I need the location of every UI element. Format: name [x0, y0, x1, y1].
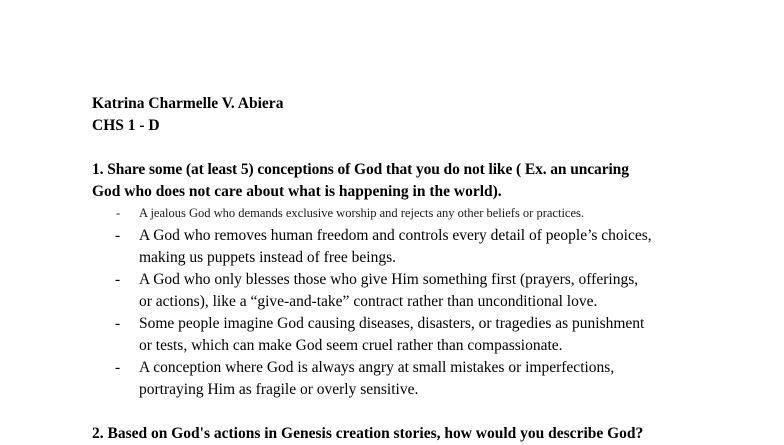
list-item: [92, 357, 732, 401]
question-1-line-1: 1. Share some (at least 5) conceptions of God that you do not like ( Ex. an uncaring: [92, 161, 629, 178]
spacer: [92, 137, 732, 159]
answer-list: [92, 203, 732, 401]
document-body: [92, 93, 732, 445]
question-2: 2. Based on God's actions in Genesis creation stories, how would you describe God?: [92, 425, 644, 442]
class-section: CHS 1 - D: [92, 117, 160, 134]
dash-marker: -: [115, 315, 121, 332]
list-item-text: Some people imagine God causing diseases, disasters, or tragedies as punishment: [139, 315, 645, 332]
list-item: [92, 313, 732, 357]
list-item-text: A conception where God is always angry at small mistakes or imperfections,: [139, 359, 615, 376]
list-item-text: portraying Him as fragile or overly sensitive.: [139, 381, 419, 398]
dash-marker: -: [115, 271, 121, 288]
dash-marker: -: [115, 359, 121, 376]
spacer: [92, 401, 732, 423]
list-item: [92, 225, 732, 269]
list-item-text: or actions), like a “give-and-take” contract rather than unconditional love.: [139, 293, 598, 310]
dash-marker: -: [116, 206, 121, 220]
list-item: [92, 269, 732, 313]
list-item-text: making us puppets instead of free beings.: [139, 249, 396, 266]
list-item-text: or tests, which can make God seem cruel rather than compassionate.: [139, 337, 563, 354]
list-item-text: A God who removes human freedom and controls every detail of people’s choices,: [139, 227, 652, 244]
list-item-text: A jealous God who demands exclusive worship and rejects any other beliefs or practices.: [139, 206, 585, 220]
question-1-line-2: God who does not care about what is happening in the world).: [92, 183, 502, 200]
list-item-text: A God who only blesses those who give Him something first (prayers, offerings,: [139, 271, 639, 288]
author-name: Katrina Charmelle V. Abiera: [92, 95, 284, 112]
list-item: [92, 203, 732, 223]
dash-marker: -: [115, 227, 121, 244]
